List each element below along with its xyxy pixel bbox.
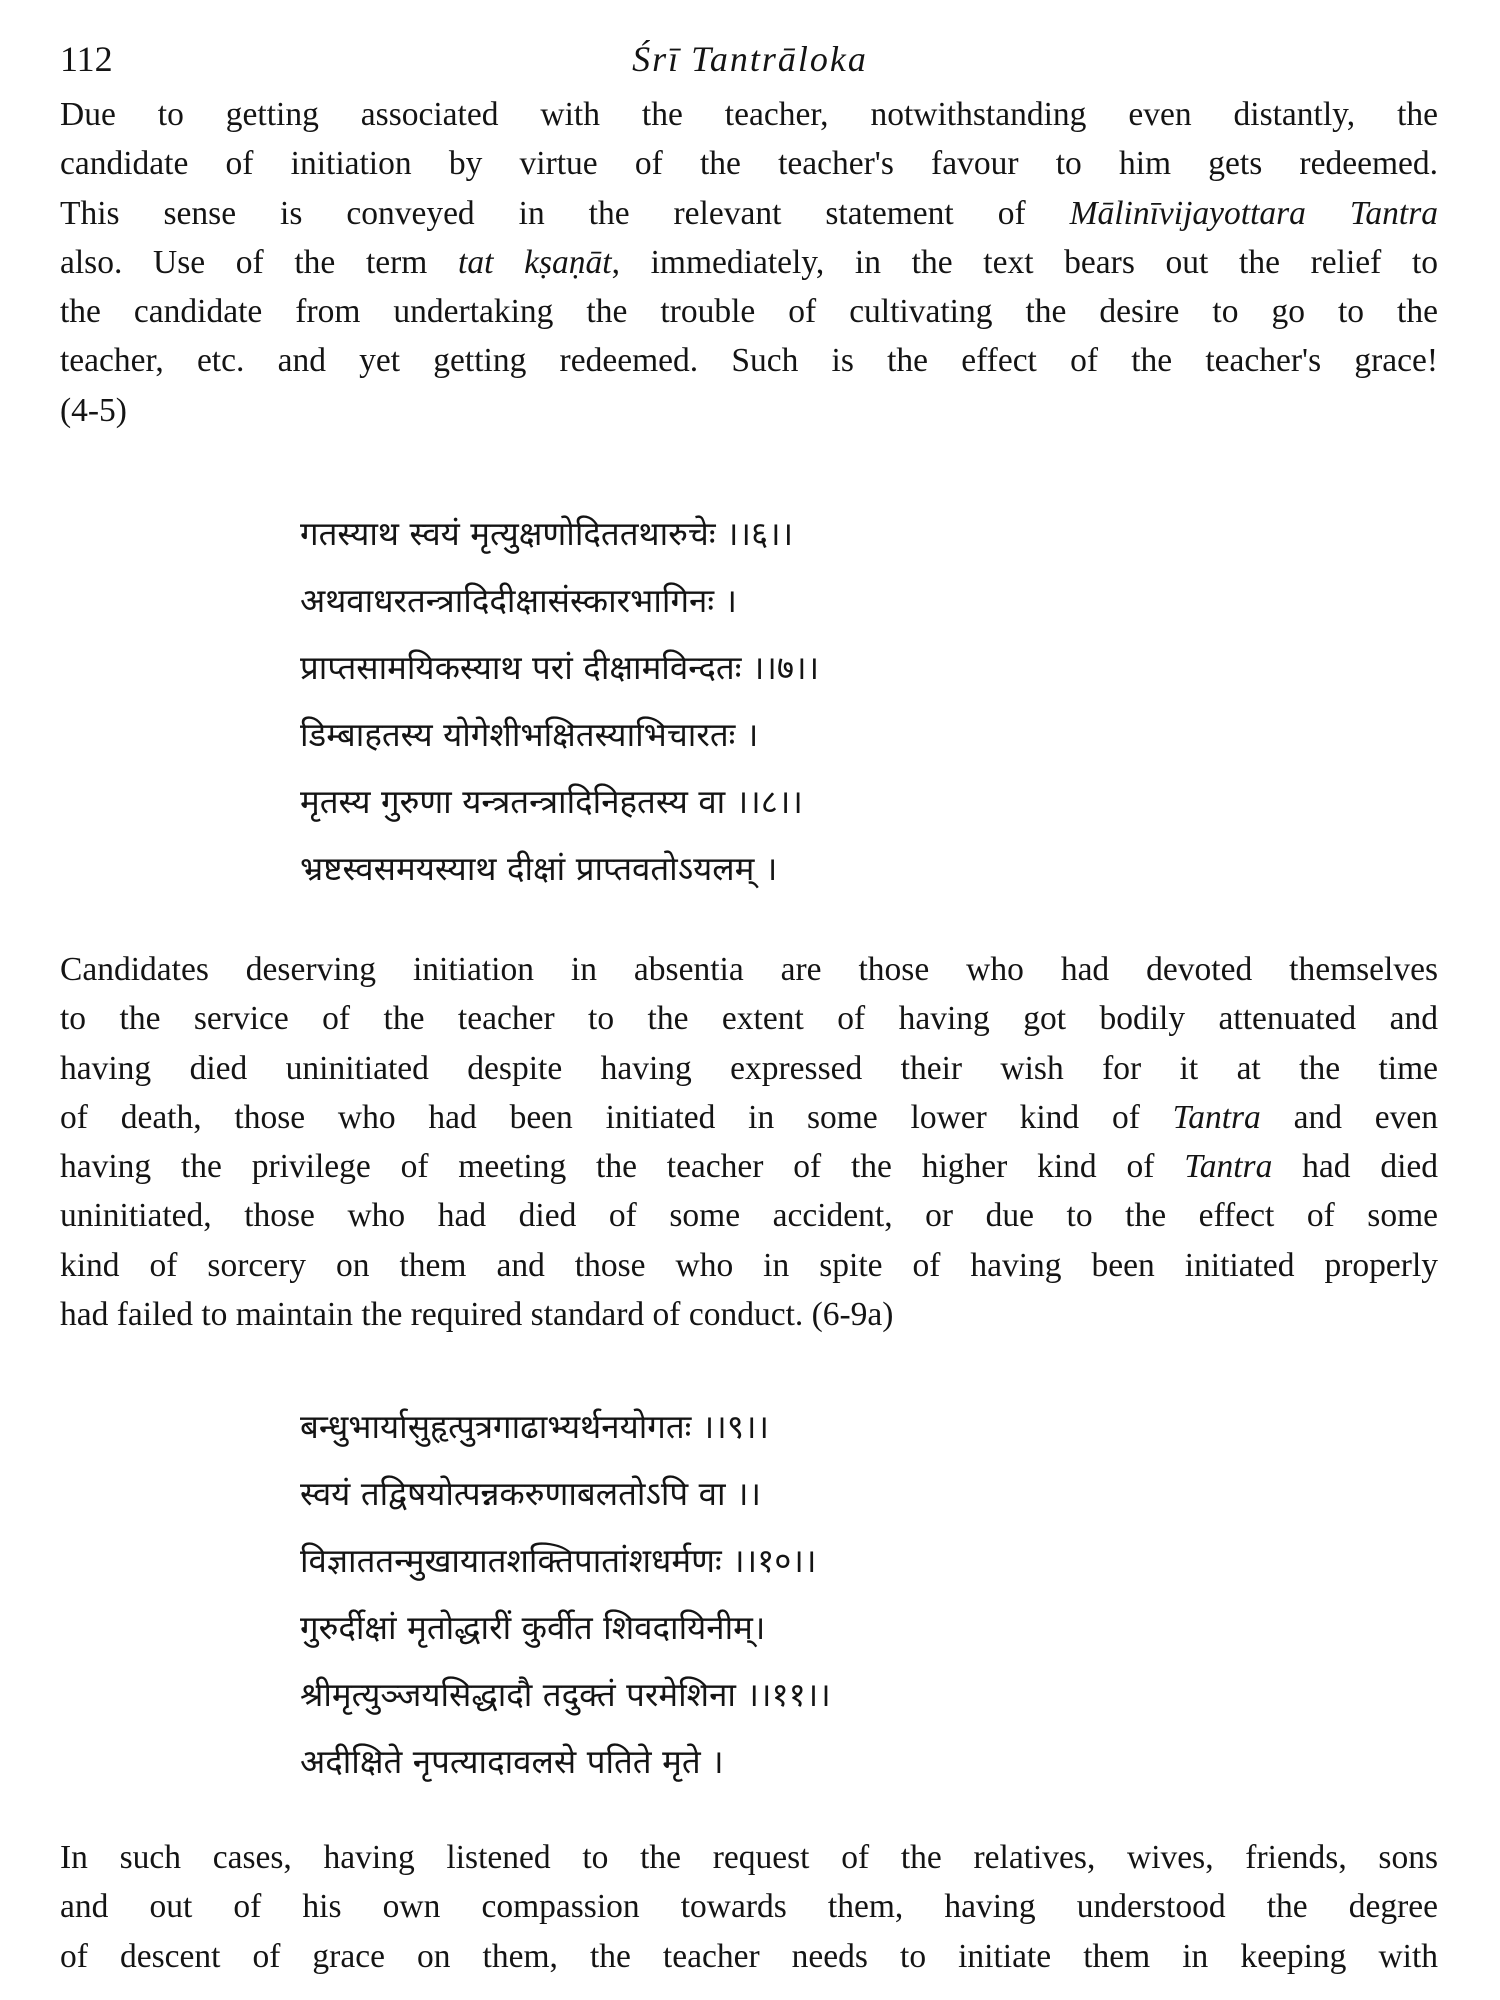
text-line: candidate of initiation by virtue of the teacher's favour to him gets redeemed. — [60, 145, 1438, 183]
text-segment: having the privilege of meeting the teacher of the higher kind of — [60, 1148, 1155, 1186]
verse-line: बन्धुभार्यासुहृत्पुत्रगाढाभ्यर्थनयोगतः ।।९।। — [300, 1407, 769, 1446]
verse-line: अदीक्षिते नृपत्यादावलसे पतिते मृते । — [300, 1742, 724, 1781]
text-line: uninitiated, those who had died of some accident, or due to the effect of some — [60, 1197, 1438, 1235]
commentary-paragraph-3 — [60, 1833, 1438, 1981]
sanskrit-verse-2 — [300, 1393, 1200, 1795]
verse-line: श्रीमृत्युञ्जयसिद्धादौ तदुक्तं परमेशिना ।।११।। — [300, 1675, 831, 1714]
sanskrit-verse-1 — [300, 500, 1200, 902]
text-segment: also. Use of the term — [60, 243, 428, 281]
text-line: teacher, etc. and yet getting redeemed. Such is the effect of the teacher's grace! — [60, 342, 1438, 380]
text-line: and out of his own compassion towards them, having understood the degree — [60, 1888, 1438, 1926]
page-number: 112 — [60, 39, 113, 79]
text-line — [60, 238, 1438, 287]
page-header — [60, 34, 1440, 84]
text-segment: and even — [1293, 1098, 1439, 1136]
text-line: In such cases, having listened to the request of the relatives, wives, friends, sons — [60, 1839, 1438, 1876]
italic-title: Mālinīvijayottara Tantra — [1069, 194, 1439, 232]
verse-line: गतस्याथ स्वयं मृत्युक्षणोदिततथारुचेः ।।६।। — [300, 514, 794, 553]
text-line: the candidate from undertaking the trouble of cultivating the desire to go to the — [60, 293, 1438, 331]
verse-line: स्वयं तद्विषयोत्पन्नकरुणाबलतोऽपि वा ।। — [300, 1474, 762, 1513]
text-line — [60, 1093, 1438, 1142]
text-segment: of death, those who had been initiated in some lower kind of — [60, 1098, 1140, 1136]
text-segment: had died — [1302, 1148, 1439, 1186]
commentary-paragraph-1 — [60, 90, 1438, 435]
text-line: Candidates deserving initiation in absentia are those who had devoted themselves — [60, 951, 1438, 988]
italic-word: Tantra — [1184, 1148, 1273, 1186]
text-line: Due to getting associated with the teacher, notwithstanding even distantly, the — [60, 96, 1438, 133]
verse-line: डिम्बाहतस्य योगेशीभक्षितस्याभिचारतः । — [300, 715, 759, 754]
verse-line: गुरुर्दीक्षां मृतोद्धारीं कुर्वीत शिवदायिनीम्। — [300, 1608, 766, 1647]
text-line — [60, 189, 1438, 238]
text-line — [60, 1142, 1438, 1191]
text-line: (4-5) — [60, 391, 127, 429]
text-line: to the service of the teacher to the extent of having got bodily attenuated and — [60, 1000, 1438, 1038]
verse-line: भ्रष्टस्वसमयस्याथ दीक्षां प्राप्तवतोऽयलम् । — [300, 849, 778, 888]
text-line: of descent of grace on them, the teacher needs to initiate them in keeping with — [60, 1937, 1438, 1975]
verse-line: प्राप्तसामयिकस्याथ परां दीक्षामविन्दतः ।।७।। — [300, 648, 820, 687]
verse-line: मृतस्य गुरुणा यन्त्रतन्त्रादिनिहतस्य वा ।।८।। — [300, 782, 803, 821]
text-segment: This sense is conveyed in the relevant statement of — [60, 194, 1026, 232]
italic-term: tat kṣaṇāt — [458, 243, 612, 281]
verse-line: विज्ञाततन्मुखायातशक्तिपातांशधर्मणः ।।१०।। — [300, 1541, 817, 1580]
running-title: Śrī Tantrāloka — [632, 39, 868, 79]
text-line: had failed to maintain the required standard of conduct. (6-9a) — [60, 1296, 894, 1334]
text-segment: , immediately, in the text bears out the relief to — [611, 243, 1439, 281]
text-line: having died uninitiated despite having expressed their wish for it at the time — [60, 1049, 1438, 1087]
text-line: kind of sorcery on them and those who in spite of having been initiated properly — [60, 1246, 1438, 1284]
italic-word: Tantra — [1172, 1098, 1261, 1136]
commentary-paragraph-2 — [60, 945, 1438, 1339]
verse-line: अथवाधरतन्त्रादिदीक्षासंस्कारभागिनः । — [300, 581, 738, 620]
